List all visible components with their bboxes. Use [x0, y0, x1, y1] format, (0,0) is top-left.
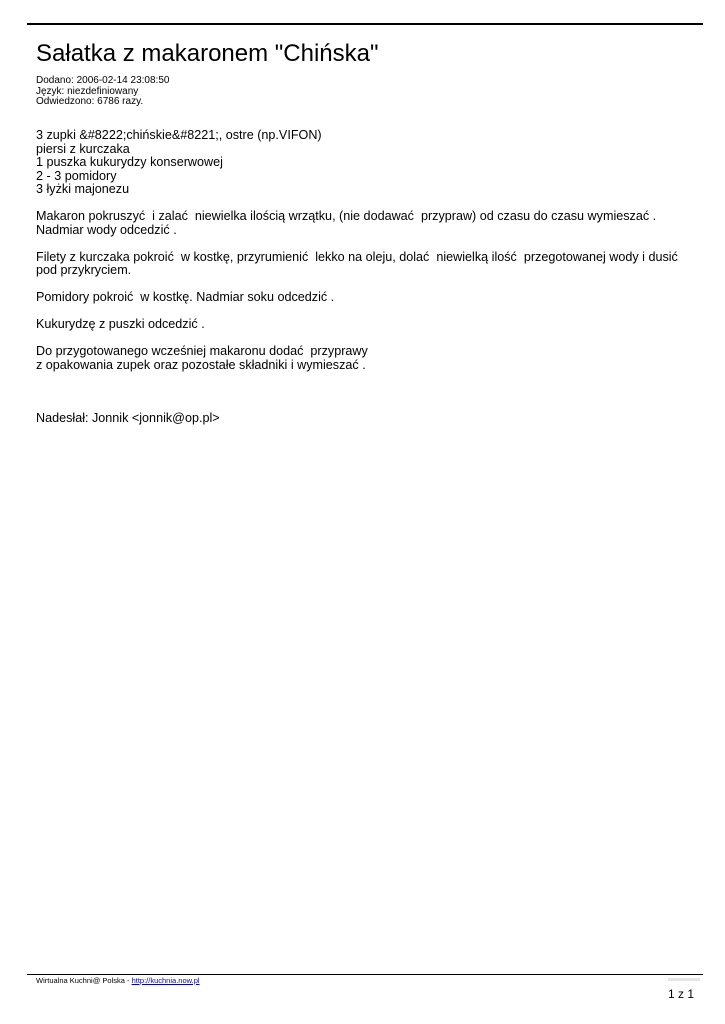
step-line: Pomidory pokroić w kostkę. Nadmiar soku odcedzić . [36, 290, 335, 304]
step-paragraph [36, 345, 676, 372]
footer-divider [27, 974, 703, 975]
ingredient-item: 3 łyżki majonezu [36, 182, 130, 196]
step-line: pod przykryciem. [36, 263, 132, 277]
page-number: 1 z 1 [668, 987, 695, 1001]
recipe-content [36, 129, 676, 426]
step-line: Nadmiar wody odcedzić . [36, 222, 177, 237]
recipe-title: Sałatka z makaronem "Chińska" [36, 40, 379, 67]
added-date: Dodano: 2006-02-14 23:08:50 [36, 75, 170, 86]
ingredient-item: 3 zupki &#8222;chińskie&#8221;, ostre (np.VIFON) [36, 128, 322, 142]
footer-source-link[interactable]: http://kuchnia.now.pl [131, 976, 200, 985]
step-line: Makaron pokruszyć i zalać niewielka ilością wrzątku, (nie dodawać przypraw) od czasu do czasu wymieszać . [36, 209, 657, 223]
ingredient-item: 1 puszka kukurydzy konserwowej [36, 155, 223, 169]
footer-source [36, 976, 200, 985]
step-line: Kukurydzę z puszki odcedzić . [36, 317, 205, 331]
step-line: Do przygotowanego wcześniej makaronu dodać przyprawy [36, 344, 368, 358]
step-line: z opakowania zupek oraz pozostałe składniki i wymieszać . [36, 357, 366, 372]
recipe-meta [36, 76, 169, 108]
ingredient-item: 2 - 3 pomidory [36, 168, 117, 183]
step-paragraph [36, 251, 676, 278]
step-paragraph [36, 291, 676, 305]
step-paragraph [36, 318, 676, 332]
top-divider [27, 23, 703, 25]
author-signature: Nadesłał: Jonnik <jonnik@op.pl> [36, 411, 220, 425]
visit-count: Odwiedzono: 6786 razy. [36, 96, 144, 107]
ingredients-list [36, 129, 676, 197]
footer-faint-mark [668, 978, 700, 981]
footer-source-prefix: Wirtualna Kuchni@ Polska - [36, 976, 132, 985]
step-line: Filety z kurczaka pokroić w kostkę, przyrumienić lekko na oleju, dolać niewielką ilość przegotowanej wody i dusić [36, 249, 678, 264]
ingredient-item: piersi z kurczaka [36, 141, 130, 156]
language: Język: niezdefiniowany [36, 85, 139, 97]
step-paragraph [36, 210, 676, 237]
